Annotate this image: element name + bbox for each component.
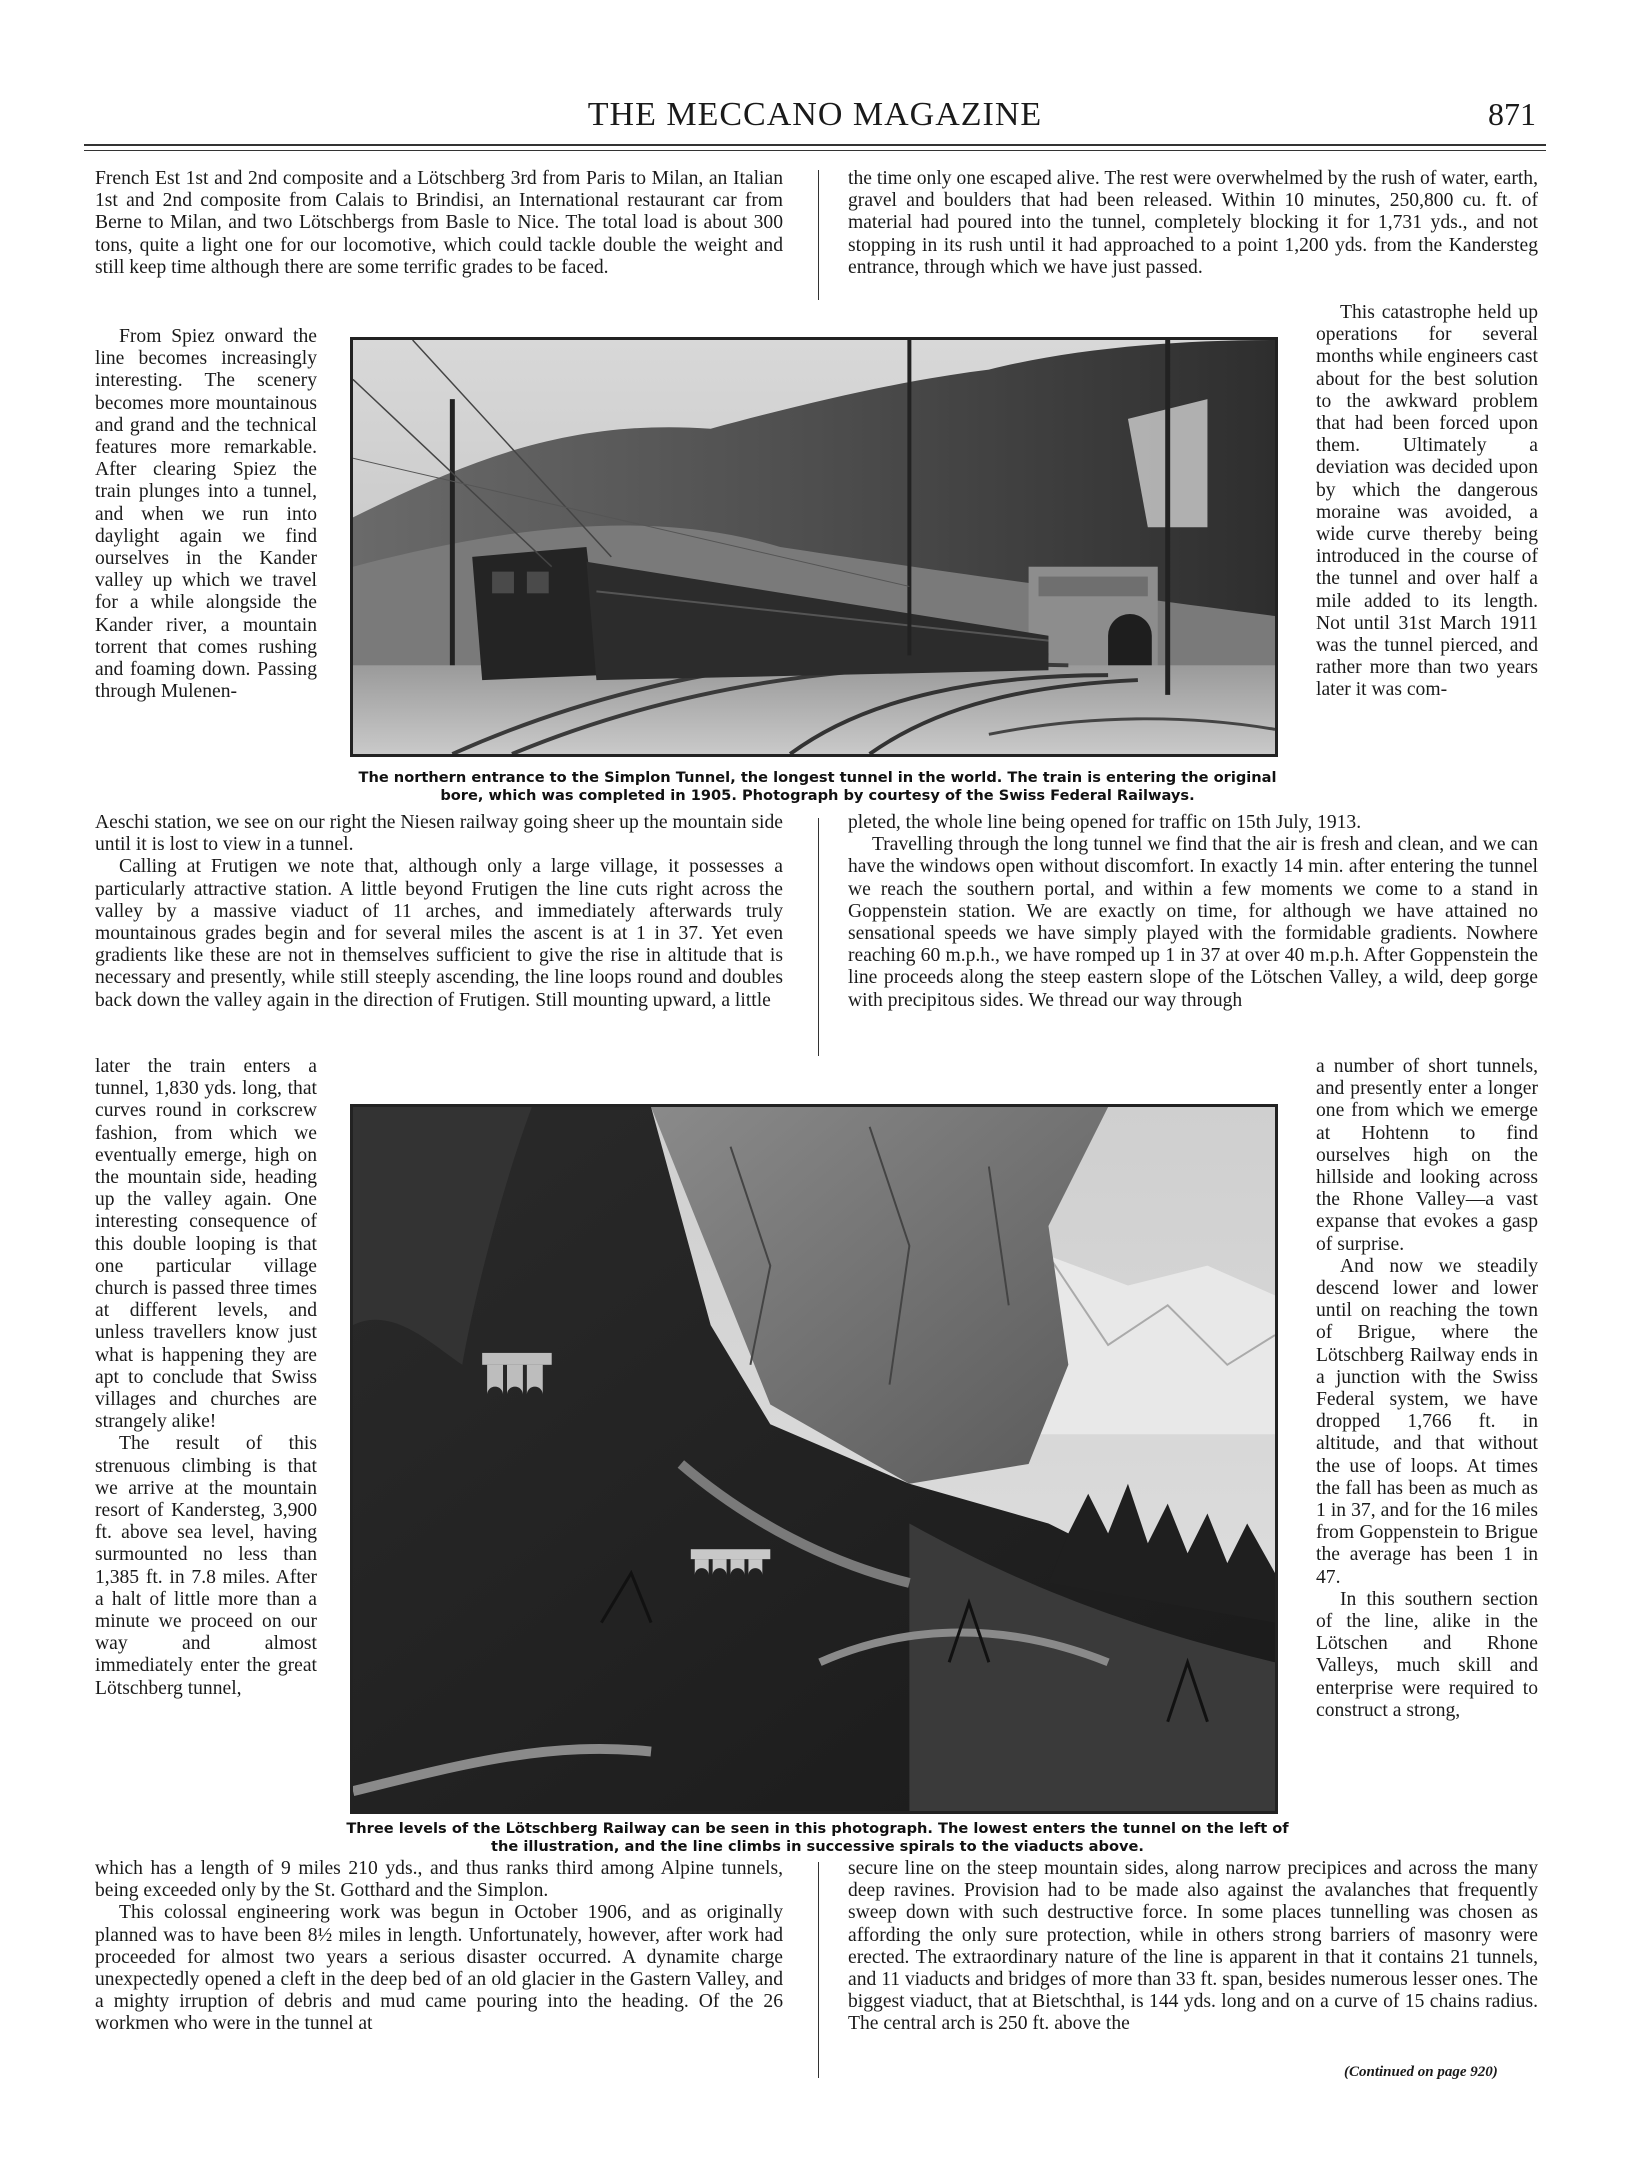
paragraph: later the train enters a tunnel, 1,830 yds. long, that curves round in corkscrew fashion, from which we eventually emerge, high on the mountain side, heading up the valley again. One interesting consequence of this double looping is that one particular village church is passed three times at different levels, and unless travellers know just what is happening they are apt to conclude that Swiss villages and churches are strangely alike!	[95, 1056, 317, 1433]
photo-lotschberg-levels	[350, 1104, 1278, 1814]
paragraph: Calling at Frutigen we note that, although only a large village, it possesses a particularly attractive station. A little beyond Frutigen the line cuts right across the valley by a massive viaduct of 11 arches, and immediately afterwards truly mountainous grades begin and for several miles the ascent is at 1 in 37. Yet even gradients like these are not in themselves sufficient to give the rise in altitude that is necessary and presently, while still steeply ascending, the line loops round and doubles back down the valley again in the direction of Frutigen. Still mounting upward, a little	[95, 856, 783, 1011]
column-right-bottom	[848, 1858, 1538, 2036]
column-right-narrow-2	[1316, 1056, 1538, 1722]
paragraph: French Est 1st and 2nd composite and a Lötschberg 3rd from Paris to Milan, an Italian 1st and 2nd composite from Calais to Brindisi, an International restaurant car from Berne to Milan, and two Lötschbergs from Basle to Nice. The total load is about 300 tons, quite a light one for our locomotive, which could tackle double the weight and still keep time although there are some terrific grades to be faced.	[95, 168, 783, 278]
paragraph: And now we steadily descend lower and lower until on reaching the town of Brigue, where the Lötschberg Railway ends in a junction with the Swiss Federal system, we have dropped 1,766 ft. in altitude, and that without the use of loops. At times the fall has been as much as 1 in 37, and for the 16 miles from Goppenstein to Brigue the average has been 1 in 47.	[1316, 1255, 1538, 1588]
paragraph: pleted, the whole line being opened for traffic on 15th July, 1913.	[848, 812, 1362, 833]
header-rule-thin	[84, 150, 1546, 151]
paragraph: This catastrophe held up operations for several months while engineers cast about for the best solution to the awkward problem that had been forced upon them. Ultimately a deviation was decided upon by which the dangerous moraine was avoided, a wide curve thereby being introduced in the course of the tunnel and over half a mile added to its length. Not until 31st March 1911 was the tunnel pierced, and rather more than two years later it was com-	[1316, 302, 1538, 701]
paragraph: a number of short tunnels, and presently enter a longer one from which we emerge at Hohtenn to find ourselves high on the hillside and looking across the Rhone Valley—a vast expanse that evokes a gasp of surprise.	[1316, 1056, 1538, 1255]
header-rule	[84, 144, 1546, 146]
magazine-title: THE MECCANO MAGAZINE	[587, 96, 1043, 133]
column-divider	[818, 1862, 819, 2078]
paragraph: which has a length of 9 miles 210 yds., and thus ranks third among Alpine tunnels, being exceeded only by the St. Gotthard and the Simplon.	[95, 1858, 783, 1902]
paragraph: Aeschi station, we see on our right the Niesen railway going sheer up the mountain side until it is lost to view in a tunnel.	[95, 812, 783, 856]
column-divider	[818, 818, 819, 1056]
column-left-top	[95, 168, 783, 279]
column-right-middle	[848, 812, 1538, 1012]
paragraph: the time only one escaped alive. The rest were overwhelmed by the rush of water, earth, gravel and boulders that had been released. Within 10 minutes, 250,800 cu. ft. of material had poured into the tunnel, completely blocking it for 1,731 yds., and not stopping in its rush until it had approached to a point 1,200 yds. from the Kandersteg entrance, through which we have just passed.	[848, 168, 1538, 278]
paragraph: From Spiez onward the line becomes increasingly interesting. The scenery becomes more mountainous and grand and the technical features more remarkable. After clearing Spiez the train plunges into a tunnel, and when we run into daylight again we find ourselves in the Kander valley up which we travel for a while alongside the Kander river, a mountain torrent that comes rushing and foaming down. Passing through Mulenen-	[95, 326, 317, 703]
mountain-photo-illustration	[353, 1107, 1275, 1811]
column-left-bottom	[95, 1858, 783, 2036]
tunnel-photo-illustration	[353, 340, 1275, 754]
column-left-narrow-2	[95, 1056, 317, 1700]
photo-simplon-tunnel	[350, 337, 1278, 757]
column-left-middle	[95, 812, 783, 1012]
photo-caption: Three levels of the Lötschberg Railway can be seen in this photograph. The lowest enters the tunnel on the left of the illustration, and the line climbs in successive spirals to the viaducts above.	[346, 1820, 1289, 1855]
paragraph: The result of this strenuous climbing is that we arrive at the mountain resort of Kandersteg, 3,900 ft. above sea level, having surmounted no less than 1,385 ft. in 7.8 miles. After a halt of little more than a minute we proceed on our way and almost immediately enter the great Lötschberg tunnel,	[95, 1433, 317, 1699]
paragraph: In this southern section of the line, alike in the Lötschen and Rhone Valleys, much skill and enterprise were required to construct a strong,	[1316, 1588, 1538, 1721]
page-header	[84, 96, 1546, 136]
photo-caption: The northern entrance to the Simplon Tunnel, the longest tunnel in the world. The train is entering the original bore, which was completed in 1905. Photograph by courtesy of the Swiss Federal Railways.	[358, 769, 1277, 804]
page-number: 871	[1488, 96, 1536, 132]
paragraph: Travelling through the long tunnel we find that the air is fresh and clean, and we can have the windows open without discomfort. In exactly 14 min. after entering the tunnel we reach the southern portal, and within a few moments we come to a stand in Goppenstein station. We are exactly on time, for although we have attained no sensational speeds we have simply played with the formidable gradients. Nowhere reaching 60 m.p.h., we have romped up 1 in 37 at over 40 m.p.h. After Goppenstein the line proceeds along the steep eastern slope of the Lötschen Valley, a wild, deep gorge with precipitous sides. We thread our way through	[848, 834, 1538, 1011]
column-right-narrow-1	[1316, 302, 1538, 702]
column-right-top	[848, 168, 1538, 279]
column-divider	[818, 170, 819, 300]
column-left-narrow-1	[95, 326, 317, 703]
paragraph: secure line on the steep mountain sides, along narrow precipices and across the many deep ravines. Provision had to be made also against the avalanches that frequently sweep down with such destructive force. In some places tunnelling was chosen as affording the only sure protection, while in others strong barriers of masonry were erected. The extraordinary nature of the line is apparent in that it contains 21 tunnels, and 11 viaducts and bridges of more than 33 ft. span, besides numerous lesser ones. The biggest viaduct, that at Bietschthal, is 144 yds. long and on a curve of 15 chains radius. The central arch is 250 ft. above the	[848, 1858, 1538, 2035]
continued-notice: (Continued on page 920)	[1344, 2064, 1498, 2080]
paragraph: This colossal engineering work was begun in October 1906, and as originally planned was to have been 8½ miles in length. Unfortunately, however, after work had proceeded for almost two years a serious disaster occurred. A dynamite charge unexpectedly opened a cleft in the deep bed of an old glacier in the Gastern Valley, and a mighty irruption of debris and mud came pouring into the heading. Of the 26 workmen who were in the tunnel at	[95, 1902, 783, 2035]
